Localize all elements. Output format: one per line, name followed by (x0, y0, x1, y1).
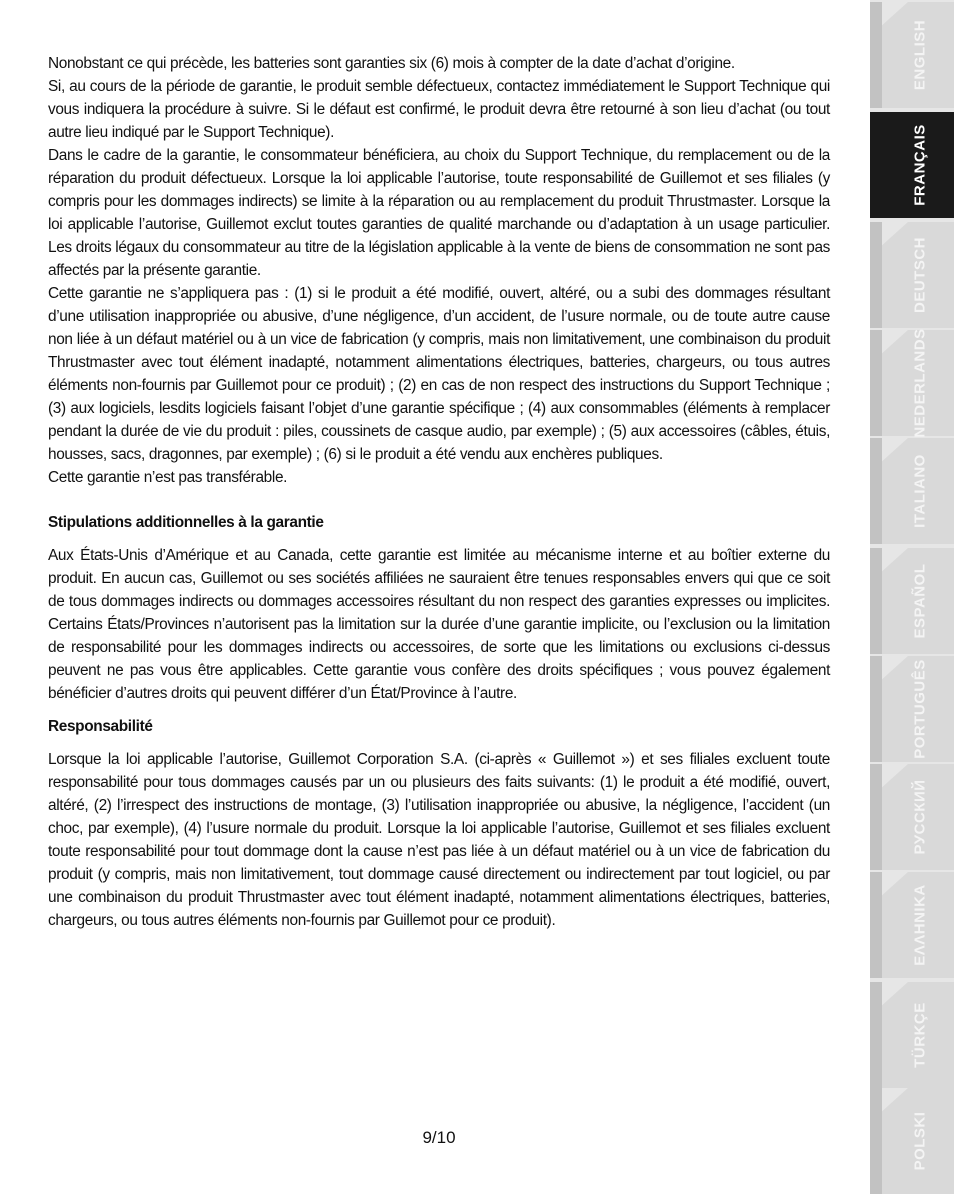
paragraph-usa-canada: Aux États-Unis d’Amérique et au Canada, cette garantie est limitée au mécanisme interne et au boîtier externe du produit. En aucun cas, Guillemot ou ses sociétés affiliées ne sauraient être tenues responsables envers qui que ce soit de tous dommages indirects ou dommages accessoires résultant du non respect des garanties expresses ou implicites. Certains États/Provinces n’autorisent pas la limitation sur la durée d’une garantie implicite, ou l’exclusion ou la limitation de responsabilité pour les dommages indirects ou accessoires, de sorte que les limitations ou exclusions ci-dessus peuvent ne pas vous être applicables. Cette garantie vous confère des droits spécifiques ; vous pouvez également bénéficier d’autres droits qui peuvent différer d’un État/Province à l’autre. (48, 547, 830, 702)
document-body (48, 52, 830, 932)
tab-polski[interactable] (870, 1088, 954, 1194)
tab-ellinika[interactable] (870, 872, 954, 978)
tab-label: DEUTSCH (911, 236, 929, 314)
spacer (48, 534, 830, 544)
paragraph-non-transferable: Cette garantie n’est pas transférable. (48, 469, 288, 486)
tab-nederlands[interactable] (870, 330, 954, 436)
paragraph-liability: Lorsque la loi applicable l’autorise, Guillemot Corporation S.A. (ci-après « Guillemot ») et ses filiales excluent toute responsabilité pour tous dommages causés par un ou plusieurs des faits suivants: (1) le produit a été modifié, ouvert, altéré, (2) l’irrespect des instructions de montage, (3) l’utilisation inappropriée ou abusive, la négligence, l’accident (un choc, par exemple), (4) l’usure normale du produit. Lorsque la loi applicable l’autorise, Guillemot et ses filiales excluent toute responsabilité pour tout dommage dont la cause n’est pas liée à un défaut matériel ou à un vice de fabrication du produit (y compris, mais non limitativement, tout dommage causé directement ou indirectement par tout logiciel, ou par une combinaison du produit Thrustmaster avec tout élément inadapté, notamment alimentations électriques, batteries, chargeurs, ou tous autres éléments non-fournis par Guillemot pour ce produit). (48, 751, 830, 929)
tab-label: FRANÇAIS (911, 124, 929, 206)
tab-deutsch[interactable] (870, 222, 954, 328)
tab-label: РУССКИЙ (911, 779, 929, 855)
paragraph-warranty-exclusions: Cette garantie ne s’appliquera pas : (1) si le produit a été modifié, ouvert, altéré, ou a subi des dommages résultant d’une utilisation inappropriée ou abusive, d’une négligence, d’un accident, de l’usure normale, ou de toute autre cause non liée à un défaut matériel ou à un vice de fabrication (y compris, mais non limitativement, une combinaison du produit Thrustmaster avec tout élément inadapté, notamment alimentations électriques, batteries, chargeurs, ou tous autres éléments non-fournis par Guillemot pour ce produit) ; (2) en cas de non respect des instructions du Support Technique ; (3) aux logiciels, lesdits logiciels faisant l’objet d’une garantie spécifique ; (4) aux consommables (éléments à remplacer pendant la durée de vie du produit : piles, coussinets de casque audio, par exemple) ; (5) aux accessoires (câbles, étuis, housses, sacs, dragonnes, par exemple) ; (6) si le produit a été vendu aux enchères publiques. (48, 285, 830, 463)
paragraph-warranty-remedy: Dans le cadre de la garantie, le consommateur bénéficiera, au choix du Support Technique, du remplacement ou de la réparation du produit défectueux. Lorsque la loi applicable l’autorise, toute responsabilité de Guillemot et ses filiales (y compris pour les dommages indirects) se limite à la réparation ou au remplacement du produit Thrustmaster. Lorsque la loi applicable l’autorise, Guillemot exclut toutes garanties de qualité marchande ou d’adaptation à un usage particulier. Les droits légaux du consommateur au titre de la législation applicable à la vente de biens de consommation ne sont pas affectés par la présente garantie. (48, 147, 830, 279)
tab-label: TÜRKÇE (911, 1002, 929, 1068)
tab-portugues[interactable] (870, 656, 954, 762)
tab-label: NEDERLANDS (911, 328, 929, 438)
language-tabs (870, 0, 954, 1193)
page-number: 9/10 (422, 1128, 456, 1147)
tab-label: ITALIANO (911, 454, 929, 528)
tab-label: ΕΛΛΗΝΙΚΑ (911, 884, 929, 966)
paragraph-defect-procedure: Si, au cours de la période de garantie, le produit semble défectueux, contactez immédiatement le Support Technique qui vous indiquera la procédure à suivre. Si le défaut est confirmé, le produit devra être retourné à son lieu d’achat (ou tout autre lieu indiqué par le Support Technique). (48, 78, 830, 141)
tab-label: PORTUGUÊS (911, 659, 929, 759)
tab-russkiy[interactable] (870, 764, 954, 870)
heading-additional-stipulations: Stipulations additionnelles à la garantie (48, 514, 324, 531)
tab-label: POLSKI (911, 1111, 929, 1171)
tab-label: ESPAÑOL (911, 563, 929, 639)
heading-liability: Responsabilité (48, 718, 153, 735)
tab-turkce[interactable] (870, 982, 954, 1088)
spacer (48, 705, 830, 715)
tab-english[interactable] (870, 2, 954, 108)
paragraph-battery-warranty: Nonobstant ce qui précède, les batteries sont garanties six (6) mois à compter de la date d’achat d’origine. (48, 55, 735, 72)
tab-italiano[interactable] (870, 438, 954, 544)
tab-francais[interactable] (870, 112, 954, 218)
spacer (48, 738, 830, 748)
tab-label: ENGLISH (911, 19, 929, 91)
tab-espanol[interactable] (870, 548, 954, 654)
spacer (48, 489, 830, 511)
